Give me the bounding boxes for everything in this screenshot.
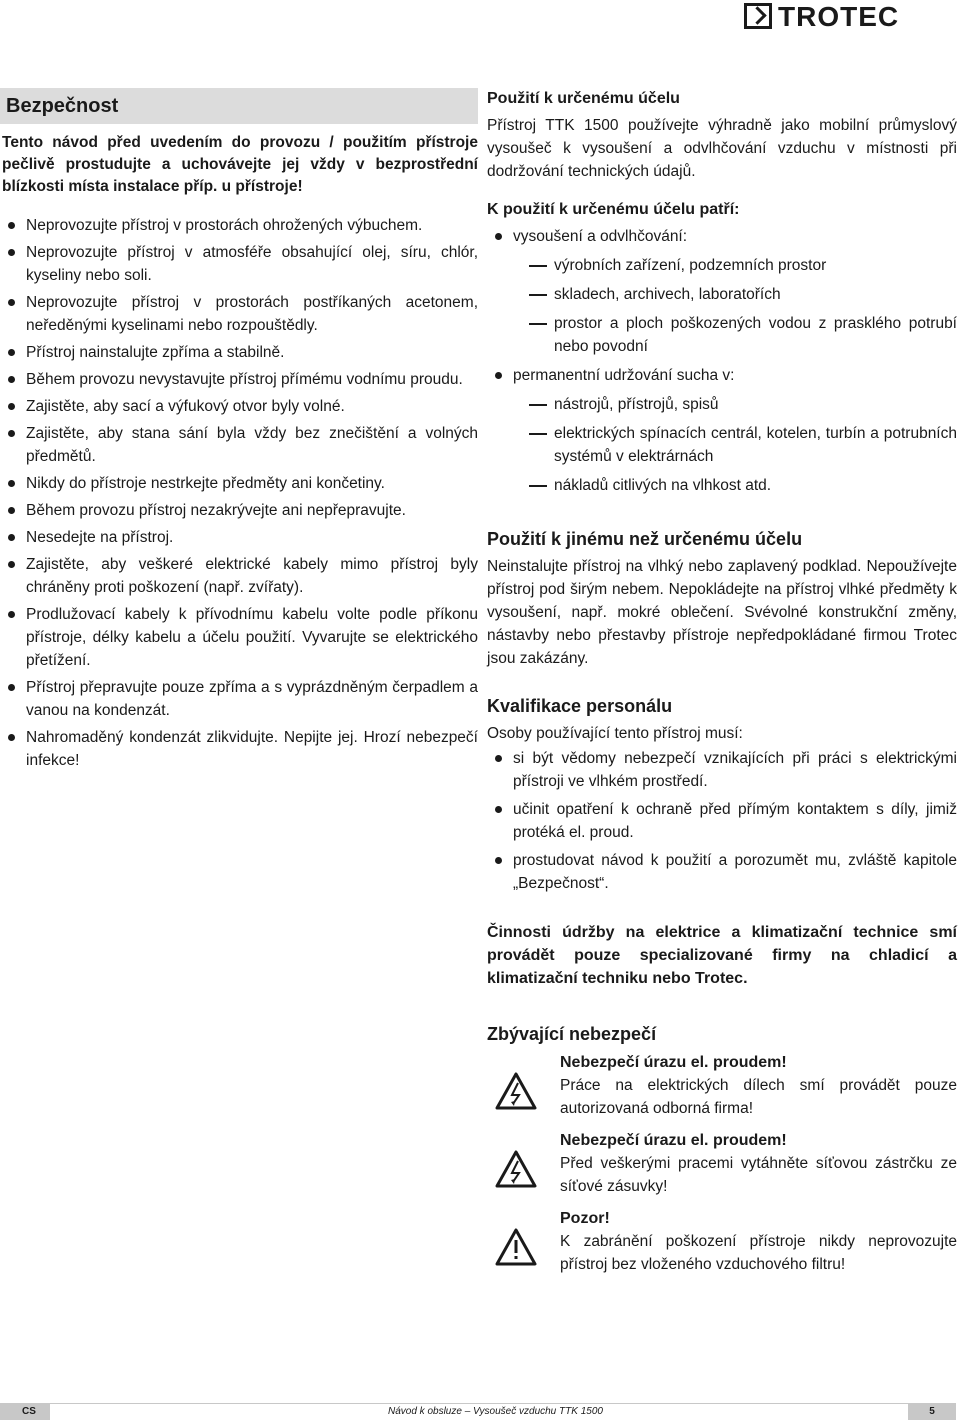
- list-item: [487, 364, 957, 497]
- sub-list-item: výrobních zařízení, podzemních prostor: [513, 254, 957, 277]
- sub-list-item: skladech, archivech, laboratořích: [513, 283, 957, 306]
- document-title: Návod k obsluze – Vysoušeč vzduchu TTK 1500: [388, 1406, 603, 1417]
- safety-intro: Tento návod před uvedením do provozu / použitím přístroje pečlivě prostudujte a uchovávejte jej vždy v bezprostřední blízkosti místa instalace příp. u přístroje!: [2, 134, 478, 195]
- electric-hazard-icon: [495, 1072, 537, 1110]
- list-item: Nikdy do přístroje nestrkejte předměty ani končetiny.: [0, 472, 478, 495]
- warning-text: K zabránění poškození přístroje nikdy neprovozujte přístroj bez vloženého vzduchového filtru!: [560, 1233, 957, 1273]
- section-title: Bezpečnost: [0, 88, 478, 124]
- list-item: Nahromaděný kondenzát zlikvidujte. Nepijte jej. Hrozí nebezpečí infekce!: [0, 726, 478, 772]
- intended-use-heading: Použití k určenému účelu: [487, 90, 680, 107]
- intended-use-list: [487, 225, 957, 497]
- list-item: Zajistěte, aby sací a výfukový otvor byly volné.: [0, 395, 478, 418]
- language-badge: CS: [0, 1404, 50, 1420]
- list-item: Přístroj nainstalujte zpříma a stabilně.: [0, 341, 478, 364]
- list-item: [487, 225, 957, 358]
- sub-list: [513, 393, 957, 497]
- intended-use-includes-heading: K použití k určenému účelu patří:: [487, 201, 740, 218]
- warning-block: [487, 1052, 957, 1120]
- right-column: [487, 88, 957, 1286]
- list-item: si být vědomy nebezpečí vznikajících při práci s elektrickými přístroji ve vlhkém prostředí.: [487, 747, 957, 793]
- list-item: Zajistěte, aby stana sání byla vždy bez znečištění a volných předmětů.: [0, 422, 478, 468]
- maintenance-note: Činnosti údržby na elektrice a klimatizační technice smí provádět pouze specializované firmy na chladicí a klimatizační techniku nebo Trotec.: [487, 924, 957, 987]
- list-item-label: permanentní udržování sucha v:: [513, 367, 735, 384]
- misuse-text: Neinstalujte přístroj na vlhký nebo zaplavený podklad. Nepoužívejte přístroj pod širým nebem. Nepokládejte na přístroj vlhké předměty k vysoušení, např. mokré oblečení. Svévolné konstrukční změny, nástavby nebo přestavby přístroje nepředpokládané firmou Trotec jsou zakázány.: [487, 558, 957, 667]
- warning-text: Práce na elektrických dílech smí provádět pouze autorizovaná odborná firma!: [560, 1077, 957, 1117]
- residual-risks-heading: Zbývající nebezpečí: [487, 1024, 657, 1044]
- trotec-logo: [744, 2, 956, 32]
- list-item: Neprovozujte přístroj v prostorách postříkaných acetonem, neředěnými kyselinami nebo rozpouštědly.: [0, 291, 478, 337]
- warning-text: Před veškerými pracemi vytáhněte síťovou zástrčku ze síťové zásuvky!: [560, 1155, 957, 1195]
- list-item-label: vysoušení a odvlhčování:: [513, 228, 688, 245]
- list-item: Během provozu přístroj nezakrývejte ani nepřepravujte.: [0, 499, 478, 522]
- list-item: Prodlužovací kabely k přívodnímu kabelu volte podle příkonu přístroje, délky kabelu a účelu použití. Vyvarujte se elektrického přetížení.: [0, 603, 478, 672]
- list-item: Přístroj přepravujte pouze zpříma a s vyprázdněným čerpadlem a vanou na kondenzát.: [0, 676, 478, 722]
- warning-title: Pozor!: [560, 1210, 610, 1227]
- page-footer: [0, 1403, 956, 1420]
- list-item: Neprovozujte přístroj v prostorách ohrožených výbuchem.: [0, 214, 478, 237]
- page-number: 5: [908, 1404, 956, 1420]
- list-item: Nesedejte na přístroj.: [0, 526, 478, 549]
- qualification-intro: Osoby používající tento přístroj musí:: [487, 725, 743, 742]
- trotec-logo-mark-icon: [744, 3, 772, 29]
- sub-list-item: prostor a ploch poškozených vodou z prasklého potrubí nebo povodní: [513, 312, 957, 358]
- caution-icon: [495, 1228, 537, 1266]
- warning-block: [487, 1208, 957, 1276]
- intended-use-text: Přístroj TTK 1500 používejte výhradně jako mobilní průmyslový vysoušeč k vysoušení a odvlhčování vzduchu v místnosti při dodržování technických údajů.: [487, 117, 957, 180]
- warning-block: [487, 1130, 957, 1198]
- list-item: Zajistěte, aby veškeré elektrické kabely mimo přístroj byly chráněny proti poškození (např. zvířaty).: [0, 553, 478, 599]
- sub-list-item: nástrojů, přístrojů, spisů: [513, 393, 957, 416]
- qualification-heading: Kvalifikace personálu: [487, 696, 673, 716]
- list-item: Neprovozujte přístroj v atmosféře obsahující olej, síru, chlór, kyseliny nebo soli.: [0, 241, 478, 287]
- list-item: Během provozu nevystavujte přístroj přímému vodnímu proudu.: [0, 368, 478, 391]
- sub-list-item: elektrických spínacích centrál, kotelen, turbín a potrubních systémů v elektrárnách: [513, 422, 957, 468]
- warning-title: Nebezpečí úrazu el. proudem!: [560, 1054, 787, 1071]
- sub-list: [513, 254, 957, 358]
- electric-hazard-icon: [495, 1150, 537, 1188]
- qualification-list: [487, 747, 957, 895]
- list-item: prostudovat návod k použití a porozumět mu, zvláště kapitole „Bezpečnost“.: [487, 849, 957, 895]
- sub-list-item: nákladů citlivých na vlhkost atd.: [513, 474, 957, 497]
- list-item: učinit opatření k ochraně před přímým kontaktem s díly, jimiž protéká el. proud.: [487, 798, 957, 844]
- safety-list: [0, 214, 478, 772]
- brand-name: TROTEC: [778, 1, 900, 32]
- misuse-heading: Použití k jinému než určenému účelu: [487, 529, 803, 549]
- left-column: [0, 88, 478, 776]
- warning-title: Nebezpečí úrazu el. proudem!: [560, 1132, 787, 1149]
